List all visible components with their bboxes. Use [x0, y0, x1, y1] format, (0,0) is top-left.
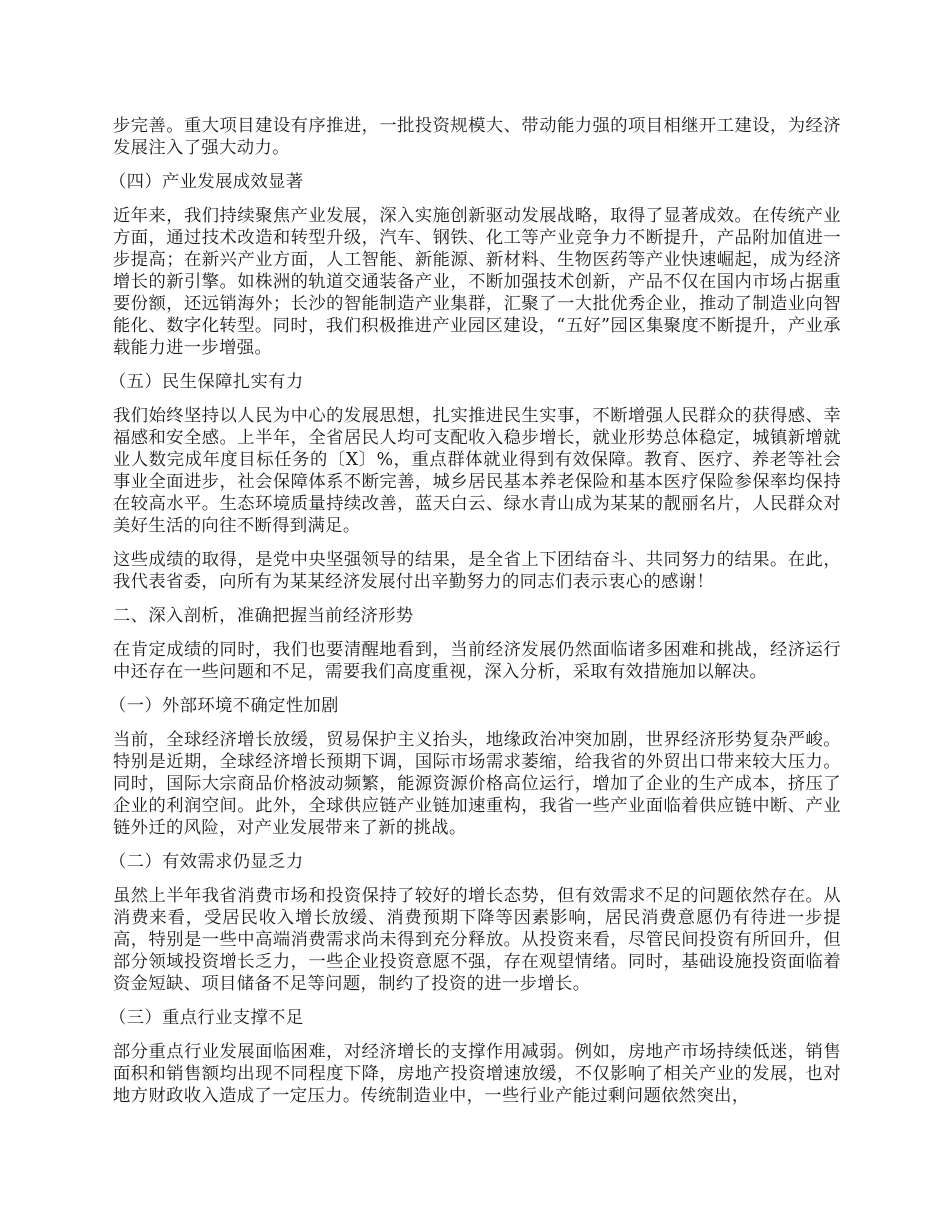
subheading-external-uncertainty: （一）外部环境不确定性加剧 — [109, 696, 339, 716]
paragraph-livelihood: 我们始终坚持以人民为中心的发展思想，扎实推进民生实事，不断增强人民群众的获得感、幸福感和安全感。上半年，全省居民人均可支配收入稳步增长，就业形势总体稳定，城镇新增就业人数完成年度目标任务的〔X〕%，重点群体就业得到有效保障。教育、医疗、养老等社会事业全面进步，社会保障体系不断完善，城乡居民基本养老保险和基本医疗保险参保率均保持在较高水平。生态环境质量持续改善，蓝天白云、绿水青山成为某某的靓丽名片，人民群众对美好生活的向往不断得到满足。 — [113, 406, 841, 536]
paragraph-industry-development: 近年来，我们持续聚焦产业发展，深入实施创新驱动发展战略，取得了显著成效。在传统产业方面，通过技术改造和转型升级，汽车、钢铁、化工等产业竞争力不断提升，产品附加值进一步提高；在新兴产业方面，人工智能、新能源、新材料、生物医药等产业快速崛起，成为经济增长的新引擎。如株洲的轨道交通装备产业，不断加强技术创新，产品不仅在国内市场占据重要份额，还远销海外；长沙的智能制造产业集群，汇聚了一大批优秀企业，推动了制造业向智能化、数字化转型。同时，我们积极推进产业园区建设，“五好”园区集聚度不断提升，产业承载能力进一步增强。 — [113, 206, 841, 358]
paragraph-key-industries: 部分重点行业发展面临困难，对经济增长的支撑作用减弱。例如，房地产市场持续低迷，销售面积和销售额均出现不同程度下降，房地产投资增速放缓，不仅影响了相关产业的发展，也对地方财政收入造成了一定压力。传统制造业中，一些行业产能过剩问题依然突出， — [113, 1042, 841, 1106]
subheading-weak-demand: （二）有效需求仍显乏力 — [109, 852, 304, 872]
paragraph-acknowledgement: 这些成绩的取得，是党中央坚强领导的结果，是全省上下团结奋斗、共同努力的结果。在此，我代表省委，向所有为某某经济发展付出辛勤努力的同志们表示衷心的感谢！ — [113, 550, 841, 592]
document-page — [109, 115, 841, 1119]
paragraph-challenges-intro: 在肯定成绩的同时，我们也要清醒地看到，当前经济发展仍然面临诸多困难和挑战，经济运行中还存在一些问题和不足，需要我们高度重视，深入分析，采取有效措施加以解决。 — [113, 640, 841, 682]
section-heading-economic-situation: 二、深入剖析，准确把握当前经济形势 — [113, 606, 414, 626]
subheading-industry-development: （四）产业发展成效显著 — [109, 172, 304, 192]
paragraph-weak-demand: 虽然上半年我省消费市场和投资保持了较好的增长态势，但有效需求不足的问题依然存在。从消费来看，受居民收入增长放缓、消费预期下降等因素影响，居民消费意愿仍有待进一步提高，特别是一些中高端消费需求尚未得到充分释放。从投资来看，尽管民间投资有所回升，但部分领域投资增长乏力，一些企业投资意愿不强，存在观望情绪。同时，基础设施投资面临着资金短缺、项目储备不足等问题，制约了投资的进一步增长。 — [113, 886, 841, 994]
subheading-livelihood: （五）民生保障扎实有力 — [109, 372, 304, 392]
subheading-key-industries: （三）重点行业支撑不足 — [109, 1008, 304, 1028]
paragraph-external-uncertainty: 当前，全球经济增长放缓，贸易保护主义抬头，地缘政治冲突加剧，世界经济形势复杂严峻。特别是近期，全球经济增长预期下调，国际市场需求萎缩，给我省的外贸出口带来较大压力。同时，国际大宗商品价格波动频繁，能源资源价格高位运行，增加了企业的生产成本，挤压了企业的利润空间。此外，全球供应链产业链加速重构，我省一些产业面临着供应链中断、产业链外迁的风险，对产业发展带来了新的挑战。 — [113, 730, 841, 838]
paragraph-major-projects: 步完善。重大项目建设有序推进，一批投资规模大、带动能力强的项目相继开工建设，为经济发展注入了强大动力。 — [113, 116, 841, 158]
